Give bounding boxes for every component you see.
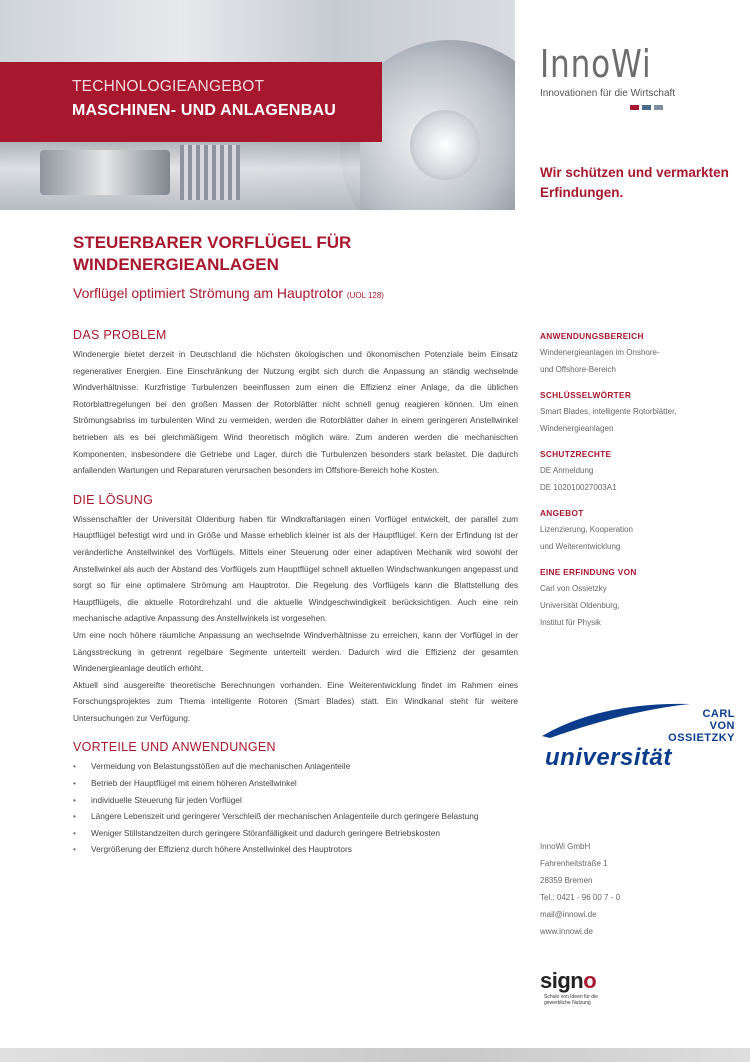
inventor-block bbox=[540, 567, 740, 631]
list-item: • Vermeidung von Belastungsstößen auf die mechanischen Anlagenteile bbox=[73, 758, 518, 775]
solution-text-2: Um eine noch höhere räumliche Anpassung an wechselnde Windverhältnisse zu erreichen, kann der Vorflügel in der Längsstreckung in getrennt regelbare Segmente unterteilt werden. Dadurch wird die Effizienz der gesamten Windenergieanlage deutlich erhöht. bbox=[73, 629, 518, 674]
application-line: und Offshore-Bereich bbox=[540, 365, 616, 374]
signo-wordmark bbox=[540, 968, 604, 994]
address-block bbox=[540, 838, 620, 940]
address-line: Tel.: 0421 - 96 00 7 - 0 bbox=[540, 893, 621, 902]
offer-line: und Weiterentwicklung bbox=[540, 542, 621, 551]
application-line: Windenergieanlagen im Onshore- bbox=[540, 348, 660, 357]
website-link[interactable]: www.innowi.de bbox=[540, 927, 593, 936]
solution-text-1: Wissenschaftler der Universität Oldenburg haben für Windkraftanlagen einen Vorflügel entwickelt, der parallel zum Hauptflügel befestigt wird und in Größe und Masse erheblich kleiner ist als der Hauptflügel. Kern der Erfindung ist der veränderliche Anstellwinkel des Vorflügels. Mittels einer Steuerung oder einer adaptiven Mechanik wird sowohl der Anstellwinkel als auch der Abstand des Vorflügels zum Hauptflügel schnell aktuellen Windschwankungen angepasst und sorgt so für eine optimalere Strömung am Hauptrotor. Die Regelung des Vorflügels kann die Blattstellung des Hauptflügels, die aktuelle Rotordrehzahl und die aktuelle Windgeschwindigkeit berücksichtigen. Auch eine rein mechanische adaptive Anpassung des Anstellwinkels ist vorgesehen. bbox=[73, 513, 518, 624]
uni-line1: CARL bbox=[702, 708, 735, 720]
rights-line: DE 102010027003A1 bbox=[540, 483, 617, 492]
document-subtitle bbox=[73, 285, 384, 301]
tagline: Wir schützen und vermarkten Erfindungen. bbox=[540, 165, 729, 200]
rights-line: DE Anmeldung bbox=[540, 466, 594, 475]
application-heading: ANWENDUNGSBEREICH bbox=[540, 331, 644, 341]
address-line: InnoWi GmbH bbox=[540, 842, 591, 851]
application-block bbox=[540, 331, 740, 378]
subtitle-text: Vorflügel optimiert Strömung am Hauptrotor bbox=[73, 285, 344, 301]
inventor-line: Institut für Physik bbox=[540, 618, 601, 627]
university-name-lines bbox=[668, 708, 735, 744]
category-line2: MASCHINEN- UND ANLAGENBAU bbox=[72, 102, 336, 119]
category-banner bbox=[0, 62, 382, 142]
inventor-line: Universität Oldenburg, bbox=[540, 601, 620, 610]
signo-word-end: o bbox=[583, 968, 597, 993]
rights-heading: SCHUTZRECHTE bbox=[540, 449, 612, 459]
university-wordmark: universität bbox=[545, 744, 672, 771]
inventor-line: Carl von Ossietzky bbox=[540, 584, 607, 593]
innowi-logo: InnoWi bbox=[540, 42, 652, 86]
address-line: Fahrenheitstraße 1 bbox=[540, 859, 608, 868]
advantages-heading: VORTEILE UND ANWENDUNGEN bbox=[73, 740, 276, 755]
offer-line: Lizenzierung, Kooperation bbox=[540, 525, 633, 534]
machine-part-shape bbox=[40, 150, 170, 195]
solution-heading: DIE LÖSUNG bbox=[73, 492, 154, 507]
inventor-heading: EINE ERFINDUNG VON bbox=[540, 567, 637, 577]
uni-line3: OSSIETZKY bbox=[668, 732, 735, 744]
offer-heading: ANGEBOT bbox=[540, 508, 584, 518]
uni-line2: VON bbox=[709, 720, 735, 732]
solution-text-3: Aktuell sind ausgereifte theoretische Berechnungen vorhanden. Eine Weiterentwicklung findet im Rahmen eines Forschungsprojektes zum Thema intelligente Rotoren (Smart Blades) statt. Ein Windkanal steht für weitere Untersuchungen zur Verfügung. bbox=[73, 679, 518, 723]
footer-bar bbox=[0, 1048, 750, 1062]
logo-squares bbox=[630, 105, 663, 110]
logo-square bbox=[630, 105, 639, 110]
turbine-center-shape bbox=[410, 110, 480, 180]
list-item: • Weniger Stillstandzeiten durch geringere Störanfälligkeit und dadurch geringere Betriebskosten bbox=[73, 825, 518, 842]
address-line: 28359 Bremen bbox=[540, 876, 593, 885]
main-content bbox=[73, 328, 518, 858]
gear-shape bbox=[180, 145, 240, 200]
keywords-line: Smart Blades, intelligente Rotorblätter, bbox=[540, 407, 677, 416]
keywords-block bbox=[540, 390, 740, 437]
sidebar bbox=[540, 331, 740, 643]
list-item: • Betrieb der Hauptflügel mit einem höheren Anstellwinkel bbox=[73, 775, 518, 792]
signo-logo bbox=[540, 968, 604, 1006]
list-item: • Vergrößerung der Effizienz durch höhere Anstellwinkel des Hauptrotors bbox=[73, 841, 518, 858]
rights-block bbox=[540, 449, 740, 496]
signo-claim: Schutz von Ideen für die gewerbliche Nutzung bbox=[544, 994, 598, 1006]
signo-word: sign bbox=[540, 968, 584, 993]
problem-text: Windenergie bietet derzeit in Deutschland die höchsten ökologischen und ökonomischen Potenziale beim Einsatz regenerativer Energien. Eine Einschränkung der Nutzung ergibt sich durch die Anpassung an ständig wechselnde Windverhältnisse. Kurzfristige Turbulenzen beeinflussen zum einen die Effizienz einer Anlage, da die üblichen Rotorblattregelungen bei den großen Massen der Rotorblätter nicht schnell genug reagieren können. Um einen Strömungsabriss im turbulenten Wind zu vermeiden, werden die Rotorblätter daher in einem geringeren Anstellwinkel betrieben als es bei gleichmäßigem Wind theoretisch möglich wäre. Zum anderen werden die mechanischen Komponenten, insbesondere die Getriebe und Lager, durch die Turbulenzen besonders stark belastet. Die dadurch anfallenden Wartungen und Reparaturen verursachen besonders im Offshore-Bereich hohe Kosten. bbox=[73, 349, 518, 476]
offer-block bbox=[540, 508, 740, 555]
document-title: STEUERBARER VORFLÜGEL FÜR WINDENERGIEANLAGEN bbox=[73, 233, 352, 274]
logo-square bbox=[642, 105, 651, 110]
list-item: • Längere Lebenszeit und geringerer Verschleiß der mechanischen Anlagenteile durch geringere Belastung bbox=[73, 808, 518, 825]
keywords-heading: SCHLÜSSELWÖRTER bbox=[540, 390, 632, 400]
email-link[interactable]: mail@innowi.de bbox=[540, 910, 597, 919]
keywords-line: Windenergieanlagen bbox=[540, 424, 614, 433]
advantages-list bbox=[73, 758, 518, 858]
reference-code: (UOL 128) bbox=[346, 291, 384, 300]
university-logo bbox=[540, 700, 735, 780]
problem-heading: DAS PROBLEM bbox=[73, 328, 167, 342]
category-line1: TECHNOLOGIEANGEBOT bbox=[72, 78, 265, 95]
logo-square bbox=[654, 105, 663, 110]
innowi-logo-subtitle: Innovationen für die Wirtschaft bbox=[540, 88, 676, 99]
list-item: • individuelle Steuerung für jeden Vorflügel bbox=[73, 792, 518, 809]
